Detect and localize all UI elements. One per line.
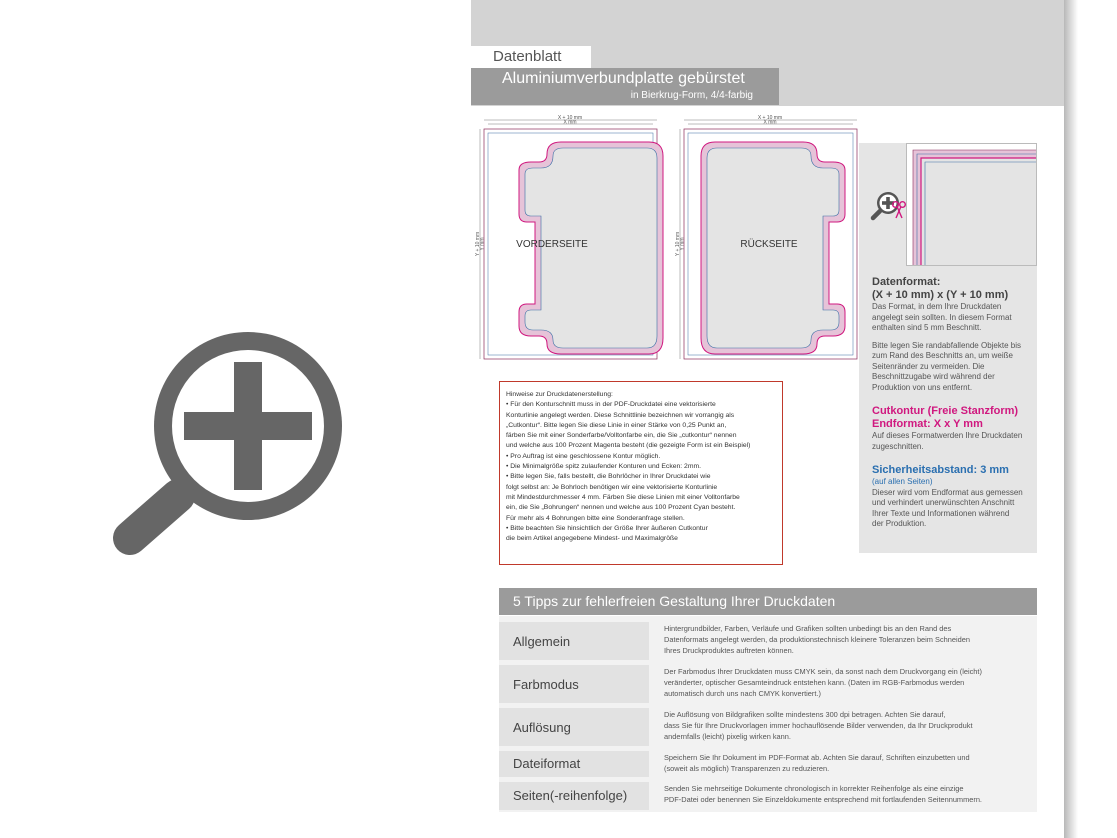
tip-name: Auflösung bbox=[513, 720, 571, 735]
scissors-icon bbox=[891, 200, 907, 220]
dim-height-outer-front: Y + 10 mm bbox=[475, 231, 481, 257]
cut-text-2: zugeschnitten. bbox=[872, 441, 924, 451]
hint-item: • Pro Auftrag ist eine geschlossene Kontur möglich. bbox=[506, 452, 661, 460]
tip-row bbox=[499, 622, 1037, 660]
tip-line: Die Auflösung von Bildgrafiken sollte mindestens 300 dpi betragen. Achten Sie darauf, bbox=[664, 710, 946, 719]
dim-height-outer-back: Y + 10 mm bbox=[675, 231, 681, 257]
tip-text bbox=[664, 667, 1027, 699]
dim-width-outer-front: X + 10 mm bbox=[557, 115, 583, 121]
tip-line: Hintergrundbilder, Farben, Verläufe und Grafiken sollten unbedingt bis an den Rand des bbox=[664, 624, 952, 633]
tip-name: Dateiformat bbox=[513, 756, 581, 771]
dim-height-inner-back: Y mm bbox=[679, 237, 686, 251]
tip-row bbox=[499, 751, 1037, 777]
dim-width-outer-back: X + 10 mm bbox=[757, 115, 783, 121]
tip-line: PDF-Datei oder benennen Sie Einzeldokumente entsprechend mit fortlaufenden Seitennummern. bbox=[664, 794, 982, 804]
tip-line: Ihres Druckproduktes auftreten können. bbox=[664, 645, 794, 655]
doc-label bbox=[471, 46, 591, 68]
technical-drawing bbox=[477, 112, 857, 362]
page-shadow bbox=[1064, 0, 1078, 838]
tip-line: andernfalls (leicht) pixelig wirken kann. bbox=[664, 731, 791, 741]
tip-row bbox=[499, 782, 1037, 810]
bleed-text-5: Produktion von uns entfernt. bbox=[872, 382, 973, 392]
tip-name-cell bbox=[499, 751, 649, 777]
bleed-text-1: Bitte legen Sie randabfallende Objekte bis bbox=[872, 340, 1021, 350]
doc-label-text: Datenblatt bbox=[493, 48, 562, 65]
bleed-text-4: Beschnittzugabe wird während der bbox=[872, 372, 995, 381]
tip-name-cell bbox=[499, 622, 649, 660]
tip-line: veränderter, optischer Gesamteindruck entstehen kann. (Daten im RGB-Farbmodus werden bbox=[664, 677, 965, 687]
tip-text bbox=[664, 753, 1027, 775]
dim-width-inner-back: X mm bbox=[763, 119, 777, 126]
hint-item: • Für den Konturschnitt muss in der PDF-Druckdatei eine vektorisierte Konturlinie angelegt werden. Diese Schnittlinie bezeichnen wir vorrangig als „Cutkontur“. Bitte legen Sie diese Linie in einer Stärke von 0,25 Punkt an, färben Sie mit einer Sonderfarbe/Volltonfarbe ein, die Sie „cutkontur“ nennen und welche aus 100 Prozent Magenta besteht (die gezeigte Form ist ein Beispiel) bbox=[506, 401, 751, 450]
tip-line: dass Sie für Ihre Druckvorlagen immer hochauflösende Bilder verwenden, da Ihr Druckprodukt bbox=[664, 720, 973, 730]
detail-corner-drawing bbox=[907, 144, 1036, 265]
zoom-in-icon[interactable] bbox=[110, 318, 360, 554]
tip-name: Allgemein bbox=[513, 634, 571, 649]
page-subtitle: in Bierkrug-Form, 4/4-farbig bbox=[630, 90, 753, 101]
tips-title: 5 Tipps zur fehlerfreien Gestaltung Ihrer Druckdaten bbox=[513, 593, 836, 609]
tips-title-bar bbox=[499, 588, 1037, 615]
tip-name-cell bbox=[499, 665, 649, 703]
format-value: (X + 10 mm) x (Y + 10 mm) bbox=[872, 289, 1009, 301]
format-text-2: angelegt sein sollten. In diesem Format bbox=[872, 312, 1012, 322]
cut-title: Cutkontur (Freie Stanzform) bbox=[872, 405, 1019, 417]
print-data-hints bbox=[499, 381, 783, 565]
tips-table bbox=[499, 616, 1037, 812]
tip-text bbox=[664, 624, 1027, 656]
tip-line: Der Farbmodus Ihrer Druckdaten muss CMYK sein, da sonst nach dem Druckvorgang ein (leicht) bbox=[664, 667, 982, 676]
tip-name: Seiten(-reihenfolge) bbox=[513, 788, 628, 803]
hints-heading: Hinweise zur Druckdatenerstellung: bbox=[506, 391, 613, 398]
safety-sub: (auf allen Seiten) bbox=[872, 477, 933, 486]
dim-height-inner-front: Y mm bbox=[479, 237, 486, 251]
hint-item: • Bitte legen Sie, falls bestellt, die Bohrlöcher in Ihrer Druckdatei wie folgt selbst an: Je Bohrloch benötigen wir eine vektorisierte Konturlinie mit Mindestdurchmesser 4 mm. Färben Sie diese Linien mit einer Volltonfarbe ein, die Sie „Bohrungen“ nennen und welche aus 100 Prozent Cyan besteht. Für mehr als 4 Bohrungen bitte eine Sonderanfrage stellen. bbox=[506, 473, 740, 522]
tip-name-cell bbox=[499, 782, 649, 810]
tip-text bbox=[664, 710, 1027, 742]
safety-text-2: und verhindert unerwünschten Anschnitt bbox=[872, 498, 1015, 507]
back-side-label: RÜCKSEITE bbox=[740, 239, 798, 250]
tip-line: Datenformats angelegt werden, da produktionstechnisch kleinere Toleranzen beim Schneiden bbox=[664, 634, 970, 644]
bleed-text-3: Seitenränder zu vermeiden. Die bbox=[872, 361, 985, 371]
format-text-3: enthalten sind 5 mm Beschnitt. bbox=[872, 323, 982, 332]
hint-item: • Die Minimalgröße spitz zulaufender Konturen und Ecken: 2mm. bbox=[506, 463, 702, 471]
format-title: Datenformat: bbox=[872, 276, 941, 288]
tip-line: (soweit als möglich) Transparenzen zu reduzieren. bbox=[664, 763, 830, 773]
tip-line: automatisch durch uns nach CMYK konvertiert.) bbox=[664, 688, 821, 698]
tip-row bbox=[499, 708, 1037, 746]
page-title: Aluminiumverbundplatte gebürstet bbox=[502, 70, 745, 87]
format-info-text bbox=[872, 276, 1032, 530]
front-side-label: VORDERSEITE bbox=[516, 239, 588, 250]
bleed-text-2: zum Rand des Beschnitts an, um weiße bbox=[872, 351, 1013, 360]
tip-name: Farbmodus bbox=[513, 677, 579, 692]
tip-row bbox=[499, 665, 1037, 703]
cut-text-1: Auf dieses Formatwerden Ihre Druckdaten bbox=[872, 431, 1023, 440]
title-bar bbox=[471, 68, 779, 105]
safety-text-1: Dieser wird vom Endformat aus gemessen bbox=[872, 487, 1023, 497]
dim-width-inner-front: X mm bbox=[563, 119, 577, 126]
datasheet-page bbox=[471, 0, 1064, 838]
tip-text bbox=[664, 784, 1027, 806]
tip-line: Speichern Sie Ihr Dokument im PDF-Format ab. Achten Sie darauf, Schriften einzubetten und bbox=[664, 753, 970, 762]
safety-text-4: der Produktion. bbox=[872, 519, 927, 528]
safety-title: Sicherheitsabstand: 3 mm bbox=[872, 464, 1009, 476]
cut-value: Endformat: X x Y mm bbox=[872, 418, 983, 430]
tip-line: Senden Sie mehrseitige Dokumente chronologisch in korrekter Reihenfolge als eine einzige bbox=[664, 784, 964, 793]
safety-text-3: Ihrer Texte und Informationen während bbox=[872, 508, 1010, 518]
hint-item: • Bitte beachten Sie hinsichtlich der Größe Ihrer äußeren Cutkontur die beim Artikel angegebene Mindest- und Maximalgröße bbox=[506, 524, 708, 543]
format-text-1: Das Format, in dem Ihre Druckdaten bbox=[872, 302, 1002, 311]
detail-zoom-box bbox=[906, 143, 1037, 266]
tip-name-cell bbox=[499, 708, 649, 746]
